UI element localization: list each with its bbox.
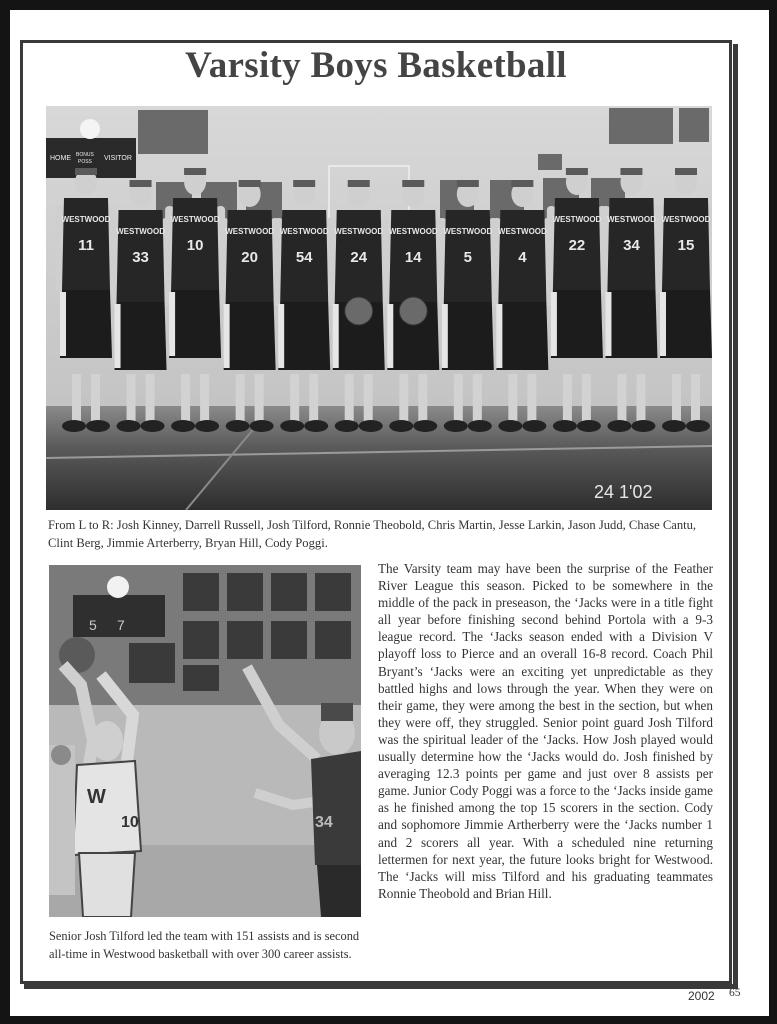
gym-light: [80, 119, 100, 139]
jersey-number: 14: [404, 249, 422, 266]
scan-border-bottom: [0, 1016, 777, 1024]
jersey-lettering: WESTWOOD: [552, 215, 602, 224]
photo-date-stamp: 24 1'02: [594, 482, 653, 502]
jersey-number: 22: [568, 237, 586, 254]
scan-border-left: [0, 0, 10, 1024]
svg-text:5: 5: [89, 617, 97, 633]
jersey-lettering: WESTWOOD: [443, 227, 493, 236]
jersey-number: 5: [463, 249, 472, 266]
page-number: 65: [729, 987, 741, 999]
jersey-lettering: WESTWOOD: [116, 227, 165, 236]
jersey-number: 11: [78, 237, 94, 254]
jersey-number: 33: [132, 249, 149, 266]
jersey-lettering: WESTWOOD: [170, 215, 220, 224]
scan-border-right: [769, 0, 777, 1024]
frame-shadow-bottom: [24, 984, 738, 989]
svg-text:VISITOR: VISITOR: [104, 155, 132, 162]
svg-text:10: 10: [121, 814, 139, 831]
frame-shadow-right: [733, 44, 738, 988]
svg-text:7: 7: [117, 617, 125, 633]
svg-text:BONUS: BONUS: [76, 152, 94, 158]
jersey-number: 20: [241, 249, 258, 266]
action-photo-caption: Senior Josh Tilford led the team with 151 assists and is second all-time in Westwood basketball with over 300 career assists.: [49, 929, 360, 961]
jersey-lettering: WESTWOOD: [661, 215, 711, 224]
jersey-number: 4: [518, 249, 527, 266]
jersey-lettering: WESTWOOD: [61, 215, 111, 224]
jersey-lettering: WESTWOOD: [279, 227, 329, 236]
jersey-lettering: WESTWOOD: [497, 227, 547, 236]
team-photo-caption: From L to R: Josh Kinney, Darrell Russell, Josh Tilford, Ronnie Theobold, Chris Martin, Jesse Larkin, Jason Judd, Chase Cantu, Clint Berg, Jimmie Arterberry, Bryan Hill, Cody Poggi.: [48, 518, 697, 550]
svg-text:POSS: POSS: [78, 159, 92, 165]
article-body: The Varsity team may have been the surprise of the Feather River League this season. Picked to be somewhere in the middle of the pack in preseason, the ‘Jacks were in a title fight all year before finishing second behind Portola with a 9-3 league record. The ‘Jacks season ended with a Division V playoff loss to Pierce and an overall 16-8 record. Coach Phil Bryant’s ‘Jacks were an exciting yet unpredictable as they battled highs and lows through the year. When they were on their game, they were among the best in the section, but when they were off, they struggled. Senior point guard Josh Tilford was the spiritual leader of the ‘Jacks. How Josh played would usually determine how the ‘Jacks would do. Josh finished by averaging 12.3 points per game and just over 8 assists per game. Junior Cody Poggi was a force to the ‘Jacks inside game as he finished among the top 15 scorers in the section. Cody and sophomore Jimmie Artherberry were the ‘Jacks number 1 and 2 scorers all year. With a scheduled nine returning lettermen for next year, the future looks bright for Westwood. The ‘Jacks will miss Tilford and his graduating teammates Ronnie Theobold and Brian Hill.: [378, 561, 713, 901]
footer-year: 2002: [688, 989, 715, 1003]
jersey-lettering: WESTWOOD: [607, 215, 656, 224]
jersey-lettering: WESTWOOD: [225, 227, 275, 236]
jersey-lettering: WESTWOOD: [388, 227, 438, 236]
gym-light: [107, 576, 129, 598]
team-photo: [46, 106, 712, 510]
jersey-number: 24: [350, 249, 368, 266]
jersey-number: 54: [295, 249, 313, 266]
jersey-number: 10: [186, 237, 204, 254]
svg-text:HOME: HOME: [50, 155, 71, 162]
basketball-icon: [399, 297, 427, 325]
page-title: Varsity Boys Basketball: [185, 45, 567, 86]
jersey-number: 15: [677, 237, 695, 254]
action-photo: [49, 565, 361, 917]
svg-text:34: 34: [315, 814, 333, 831]
spectator: [49, 745, 75, 895]
jersey-lettering: WESTWOOD: [334, 227, 384, 236]
scan-border-top: [0, 0, 777, 10]
svg-text:W: W: [87, 786, 106, 808]
basketball-icon: [345, 297, 373, 325]
jersey-number: 34: [623, 237, 640, 254]
